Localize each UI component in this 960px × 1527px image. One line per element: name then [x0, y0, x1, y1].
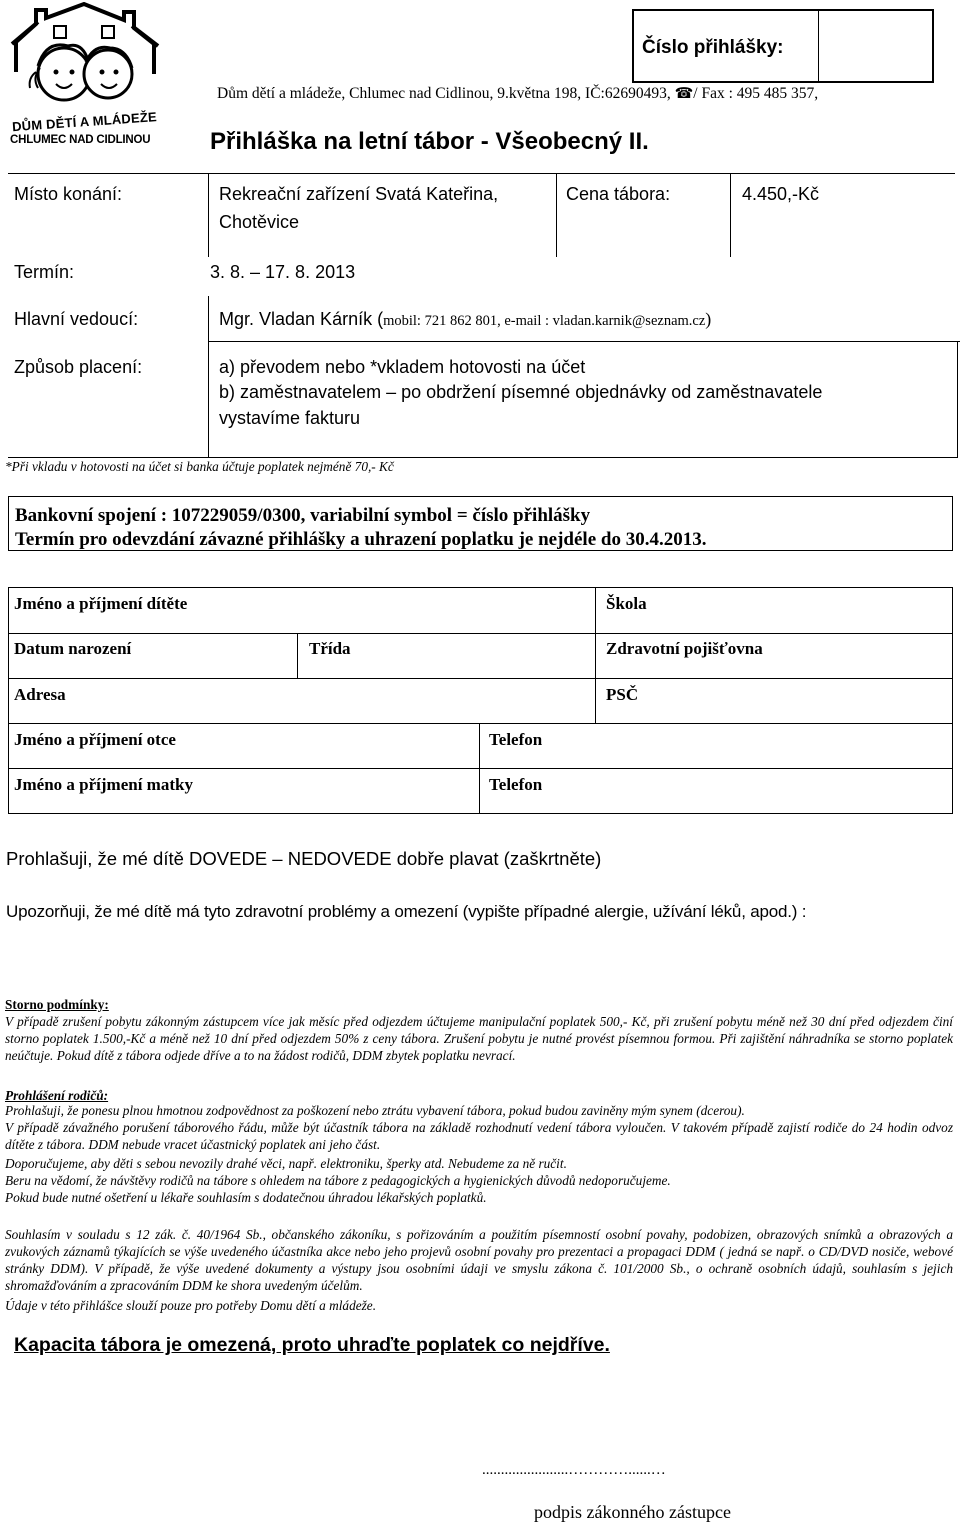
payment-option-b: b) zaměstnavatelem – po obdržení písemné objednávky od zaměstnavatele: [219, 382, 823, 402]
payment-box-bottom: [8, 457, 958, 458]
consent-usage: Údaje v této přihlášce slouží pouze pro potřeby Domu dětí a mládeže.: [5, 1298, 377, 1313]
leader-box-left: [208, 296, 209, 458]
place-label: Místo konání:: [14, 184, 123, 204]
price-value: 4.450,-Kč: [742, 184, 820, 204]
leader-contact: mobil: 721 862 801, e-mail : vladan.karnik@seznam.cz: [383, 313, 706, 329]
leader-rule: [208, 341, 960, 342]
capacity-notice: Kapacita tábora je omezená, proto uhraďte poplatek co nejdříve.: [14, 1334, 610, 1356]
leader-label: Hlavní vedoucí:: [14, 309, 139, 329]
date-label: Termín:: [14, 262, 75, 282]
leader-value: [219, 309, 711, 330]
form-col-class: [297, 633, 298, 678]
place-value-1: Rekreační zařízení Svatá Kateřina,: [219, 184, 499, 204]
logo-text-line2: CHLUMEC NAD CIDLINOU: [10, 134, 151, 146]
application-number-label: Číslo přihlášky:: [642, 37, 784, 58]
school-field[interactable]: Škola: [606, 594, 647, 613]
father-phone-field[interactable]: Telefon: [489, 730, 543, 749]
price-label: Cena tábora:: [566, 184, 671, 204]
fax-text: / Fax : 495 485 357,: [693, 85, 819, 102]
mother-phone-field[interactable]: Telefon: [489, 775, 543, 794]
health-declaration[interactable]: Upozorňuji, že mé dítě má tyto zdravotní problémy a omezení (vypište případné alergie, užívání léků, apod.) :: [6, 902, 807, 921]
application-number-divider: [818, 11, 819, 81]
swim-dash: –: [267, 848, 288, 869]
father-name-field[interactable]: Jméno a příjmení otce: [14, 730, 176, 749]
application-number-box: [632, 9, 934, 83]
form-col-school: [595, 588, 596, 723]
logo: [6, 2, 164, 156]
swim-text-end: dobře plavat (zaškrtněte): [391, 848, 602, 869]
organization-line: [217, 84, 818, 103]
bank-box: [8, 496, 953, 551]
signature-label: podpis zákonného zástupce: [534, 1502, 731, 1522]
place-value-2: Chotěvice: [219, 212, 300, 232]
parents-visits: Beru na vědomí, že návštěvy rodičů na tábore s ohledem na tábore z pedagogických a hygienických důvodů nedoporučujeme.: [5, 1173, 671, 1188]
signature-line[interactable]: .......................…………......…: [482, 1462, 666, 1478]
parents-expulsion: V případě závažného porušení táborového řádu, může být účastník tábora na základě rozhodnutí vedení tábora vyloučen. V takovém případě zajistí rodiče do 24 hodin odvoz dítěte z tábora. DDM nebude vracet účastnický poplatek ani jeho část.: [5, 1120, 953, 1152]
payment-box-right: [957, 341, 958, 458]
address-field[interactable]: Adresa: [14, 685, 66, 704]
mother-name-field[interactable]: Jméno a příjmení matky: [14, 775, 193, 794]
consent-text: Souhlasím v souladu s 12 zák. č. 40/1964 Sb., občanského zákoníku, s pořizováním a použitím písemností osobní povahy, podobizen, obrazových snímků a obrazových a zvukových záznamů týkajících se výše uvedeného účastníka akce nebo jeho projevů osobní povahy pro prezentaci a propagaci DDM ( jedná se např. o CD/DVD nosiče, webové stránky DDM). V případě, že výše uvedené dokumenty a výstupy jsou osobními údaji ve smyslu zákona č. 101/2000 Sb., o ochraně osobních údajů, souhlasím s jejich shromažďováním a zpracováním DDM ke shora uvedeným účelům.: [5, 1227, 953, 1293]
leader-close: ): [705, 309, 712, 329]
info-top-rule: [8, 173, 955, 174]
bank-account: Bankovní spojení : 107229059/0300, variabilní symbol = číslo přihlášky: [15, 505, 591, 526]
bank-deadline: Termín pro odevzdání závazné přihlášky a uhrazení poplatku je nejdéle do 30.4.2013.: [15, 529, 707, 550]
child-name-field[interactable]: Jméno a příjmení dítěte: [14, 594, 188, 613]
swim-option-yes[interactable]: DOVEDE: [189, 848, 268, 869]
birth-date-field[interactable]: Datum narození: [14, 639, 132, 658]
form-row-3: [9, 723, 952, 724]
parents-medical: Pokud bude nutné ošetření u lékaře souhlasím s dodatečnou úhradou lékařských poplatků.: [5, 1190, 487, 1205]
storno-text: V případě zrušení pobytu zákonným zástupcem více jak měsíc před odjezdem účtujeme manipulační poplatek 500,- Kč, při zrušení pobytu méně než 30 dní před odjezdem činí storno poplatek 1.500,-Kč a méně než 10 dní před odjezdem 50% z ceny tábora. Zrušení pobytu je nutné provést písemnou formou. Při zajištění náhradníka se storno poplatek neúčtuje. Pokud dítě z tábora odjede dříve a to na žádost rodičů, DDM zbytek poplatku nevrací.: [5, 1014, 953, 1063]
payment-option-c: vystavíme fakturu: [219, 408, 361, 428]
bank-fee-note: *Při vkladu v hotovosti na účet si banka účtuje poplatek nejméně 70,- Kč: [5, 459, 394, 474]
swim-declaration: [6, 848, 601, 870]
phone-icon: ☎: [674, 86, 694, 102]
swim-option-no[interactable]: NEDOVEDE: [287, 848, 392, 869]
page-title: Přihláška na letní tábor - Všeobecný II.: [210, 128, 649, 155]
form-row-2: [9, 678, 952, 679]
place-divider-right: [556, 173, 557, 257]
parents-title: Prohlášení rodičů:: [5, 1088, 109, 1103]
form-row-1: [9, 633, 952, 634]
swim-text-start: Prohlašuji, že mé dítě: [6, 848, 190, 869]
parents-valuables: Doporučujeme, aby děti s sebou nevozily drahé věci, např. elektroniku, šperky atd. Nebudeme za ně ručit.: [5, 1156, 567, 1171]
payment-option-a: a) převodem nebo *vkladem hotovosti na účet: [219, 357, 586, 377]
form-col-phone: [479, 723, 480, 813]
storno-title: Storno podmínky:: [5, 997, 109, 1012]
payment-label: Způsob placení:: [14, 357, 143, 377]
price-divider: [730, 173, 731, 257]
zip-field[interactable]: PSČ: [606, 685, 639, 704]
logo-text-line1: DŮM DĚTÍ A MLÁDEŽE: [11, 109, 158, 135]
leader-name: Mgr. Vladan Kárník (: [219, 309, 384, 329]
organization-text: Dům dětí a mládeže, Chlumec nad Cidlinou, 9.května 198, IČ:62690493,: [217, 85, 675, 102]
class-field[interactable]: Třída: [309, 639, 351, 658]
place-divider-left: [208, 173, 209, 257]
logo-house-icon: [6, 2, 164, 122]
parents-responsibility: Prohlašuji, že ponesu plnou hmotnou zodpovědnost za poškození nebo ztrátu vybavení tábora, pokud budou zaviněny mým synem (dcerou).: [5, 1103, 745, 1118]
insurance-field[interactable]: Zdravotní pojišťovna: [606, 639, 763, 658]
date-value: 3. 8. – 17. 8. 2013: [210, 262, 356, 282]
form-row-4: [9, 768, 952, 769]
